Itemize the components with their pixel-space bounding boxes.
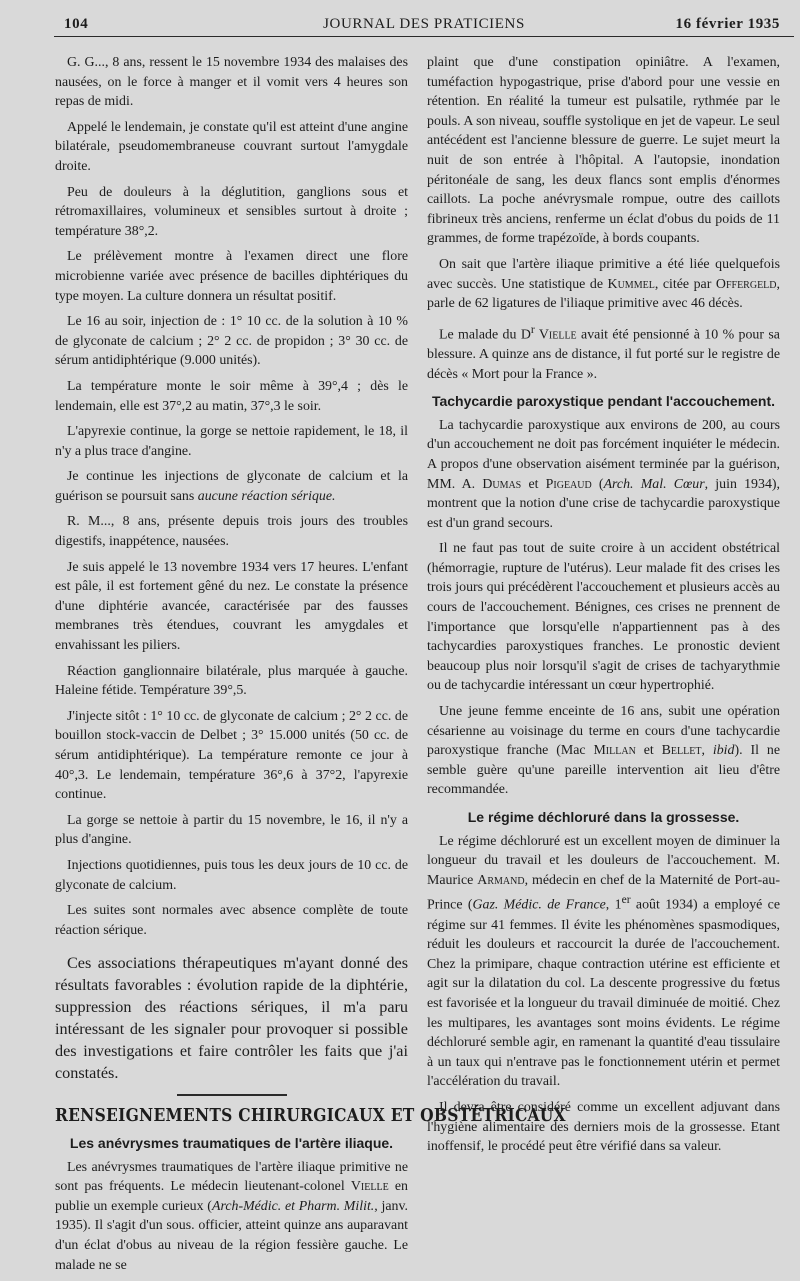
text-run: Le malade du D	[439, 327, 531, 343]
aneurysm-continued: plaint que d'une constipation opiniâtre. A l'examen, tuméfaction hypogastrique, prise d'abord pour une vessie en rétention. En réalité la tumeur est pulsatile, rythmée par le pouls. A son niveau, souffle systolique en jet de vapeur. Le seul antécédent est l'ancienne blessure de guerre. Le sujet meurt la nuit de son entrée à l'hôpital. A l'autopsie, inondation péritonéale de sang, les deux flancs sont emplis d'énormes caillots. La poche anévrysmale rompue, outre des caillots fibrineux très anciens, renferme un éclat d'obus du poids de 11 grammes, de forme trapézoïde, à bords coupants.	[427, 55, 780, 247]
ibid-reference: ibid	[712, 743, 735, 759]
author-name: Vielle	[534, 327, 577, 343]
superscript: er	[621, 893, 631, 907]
author-name: Millan	[593, 743, 636, 759]
text-run: , citée par	[654, 276, 716, 292]
diet-paragraph	[427, 832, 780, 1092]
case-one-paragraph: Appelé le lendemain, je constate qu'il est atteint d'une angine bilatérale, pseudomembraneuse couvrant surtout l'amygdale droite.	[55, 119, 408, 174]
no-serum-reaction: aucune réaction sérique.	[197, 488, 336, 504]
text-run: Le régime déchloruré est un excellent moyen de diminuer la longueur du travail et les douleurs de l'accouchement. M. Maurice	[427, 833, 780, 888]
case-one-paragraph: G. G..., 8 ans, ressent le 15 novembre 1934 des malaises des nausées, on le force à manger et il vomit vers 4 heures son repas de midi.	[55, 55, 408, 110]
case-two-paragraph: Réaction ganglionnaire bilatérale, plus marquée à gauche. Haleine fétide. Température 39°,5.	[55, 663, 408, 699]
text-run: La tachycardie paroxystique aux environs de 200, au cours d'un accouchement ne doit pas forcément inquiéter le médecin. A propos d'une observation aisément terminée par la guérison, MM. A.	[427, 417, 780, 492]
text-run: On sait que l'artère iliaque primitive a été liée quelquefois avec succès. Une statistique de	[427, 256, 780, 292]
case-one-paragraph: L'apyrexie continue, la gorge se nettoie rapidement, le 18, il n'y a plus trace d'angine.	[55, 424, 408, 459]
diet-article-title: Le régime déchloruré dans la grossesse.	[467, 809, 740, 825]
case-two-paragraph: J'injecte sitôt : 1° 10 cc. de glyconate de calcium ; 2° 2 cc. de bouillon stock-vaccin de Delbet ; 3° 15.000 unités (50 cc. de sérum antidiphtérique). La température remonte ce jour à 40°,3. Le lendemain, température 36°,6 à 37°2, l'apyrexie continue.	[55, 708, 408, 803]
author-name: Dumas	[482, 476, 522, 492]
text-run: Les anévrysmes traumatiques de l'artère iliaque primitive ne sont pas fréquents. Le médecin lieutenant-colonel	[55, 1159, 408, 1195]
issue-date: 16 février 1935	[675, 16, 780, 32]
case-one-paragraph: Le 16 au soir, injection de : 1° 10 cc. de la solution à 10 % de glyconate de calcium ; 2° 2 cc. de propidon ; 3° 30 cc. de sérum antidiphtérique (9.000 unités).	[55, 314, 408, 369]
case-one-conclusion	[55, 467, 408, 506]
case-one-paragraph: La température monte le soir même à 39°,4 ; dès le lendemain, elle est 37°,2 au matin, 37°,3 le soir.	[55, 378, 408, 414]
text-run: , médecin en chef de la Maternité de Port-au-Prince (	[427, 872, 780, 913]
author-name: Vielle	[350, 1179, 389, 1195]
section-separator	[177, 1094, 287, 1096]
journal-title: JOURNAL DES PRATICIENS	[323, 16, 525, 32]
text-run: (	[591, 476, 604, 492]
page-header	[54, 14, 794, 37]
text-run: , juin 1934), montrent que la notion d'une crise de tachycardie paroxystique est d'un grand secours.	[427, 476, 780, 531]
aneurysm-stats	[427, 255, 780, 314]
case-two-paragraph: Injections quotidiennes, puis tous les deux jours de 10 cc. de glyconate de calcium.	[55, 857, 408, 893]
case-two-paragraph: Je suis appelé le 13 novembre 1934 vers 17 heures. L'enfant est pâle, il est fortement gêné du nez. Le constate la présence d'une diphtérie avancée, caractérisée par des fausses membranes très étendues, couvrant les amygdales et envahissant les piliers.	[55, 559, 408, 654]
text-run: août 1934) a employé ce régime sur 41 femmes. Il évite les phénomènes spasmodiques, réduit les douleurs et raccourcit la durée de l'accouchement. Chez la primipare, chaque contraction utérine est efficiente et agit sur la dilatation du col. La descente progressive du fœtus est favorisée et la longueur du travail diminuée de moitié. Chez les multipares, les avantages sont moins évidents. Le régime déchloruré semble agir, en ramenant la quantité d'eau tissulaire à un taux qui n'entrave pas le fonctionnement utérin et permet l'accélération du travail.	[427, 898, 780, 1090]
author-name: Bellet	[661, 743, 702, 759]
case-one-conclusion-text: Je continue les injections de glyconate de calcium et la guérison se poursuit sans	[55, 469, 408, 504]
text-run: avait été pensionné à 10 % pour sa blessure. A quinze ans de distance, il fut porté sur le registre de décès « Mort pour la France ».	[427, 327, 780, 382]
text-run: et	[635, 743, 662, 759]
aneurysm-article-title: Les anévrysmes traumatiques de l'artère iliaque.	[69, 1134, 394, 1151]
text-run: en publie un exemple curieux (	[55, 1179, 408, 1214]
author-name: Offergeld	[715, 276, 777, 292]
journal-reference: Arch. Mal. Cœur	[603, 476, 705, 492]
right-column	[427, 53, 780, 1163]
text-run: , janv. 1935). Il s'agit d'un sous. officier, atteint quinze ans auparavant d'un éclat d'obus au niveau de la région fessière gauche. Le malade ne se	[55, 1198, 409, 1273]
journal-reference: Arch-Médic. et Pharm. Milit.	[211, 1198, 375, 1214]
text-run: , 1	[605, 898, 622, 913]
tachycardia-paragraph	[427, 702, 780, 800]
aneurysm-intro	[55, 1158, 408, 1276]
tachycardia-paragraph: Il ne faut pas tout de suite croire à un accident obstétrical (hémorragie, rupture de l'utérus). Leur malade fit des crises les trois jours qui précédèrent l'accouchement et plusieurs accès au cours de l'accouchement. Bénignes, ces crises ne prennent de l'importance que lorsqu'elle n'appartiennent pas à des tachycardies paroxystiques franches. Le pronostic devient beaucoup plus noir lorsqu'il s'agit de crises de tachyarythmie ou de tachycardie intéressant un cœur hypertrophié.	[427, 541, 780, 694]
superscript: r	[530, 322, 535, 336]
author-name: Armand	[477, 872, 525, 888]
article-conclusion: Ces associations thérapeutiques m'ayant donné des résultats favorables : évolution rapide de la diphtérie, suppression des réactions sériques, il m'a paru intéressant de les signaler pour provoquer si possible des investigations et faire contrôler les faits que j'ai constatés.	[55, 954, 408, 1083]
text-run: et	[521, 476, 546, 492]
journal-reference: Gaz. Médic. de France	[472, 898, 606, 913]
tachycardia-article-title: Tachycardie paroxystique pendant l'accouchement.	[431, 393, 776, 410]
page-number: 104	[64, 16, 89, 32]
case-one-paragraph: Peu de douleurs à la déglutition, ganglions sous et rétromaxillaires, volumineux et sensibles surtout à droite ; température 38°,2.	[55, 184, 408, 239]
case-one-paragraph: Le prélèvement montre à l'examen direct une flore microbienne variée avec présence de bacilles diphtériques du type moyen. La culture donnera un résultat positif.	[55, 249, 408, 304]
case-two-paragraph: R. M..., 8 ans, présente depuis trois jours des troubles digestifs, inappétence, nausées.	[55, 514, 408, 550]
case-two-paragraph: La gorge se nettoie à partir du 15 novembre, le 16, il n'y a plus d'angine.	[55, 812, 408, 848]
author-name: Kummel	[607, 276, 655, 292]
case-two-paragraph: Les suites sont normales avec absence complète de toute réaction sérique.	[55, 903, 408, 938]
diet-paragraph: Il devra être considéré comme un excellent adjuvant dans l'hygiène alimentaire des derniers mois de la grossesse. Etant inoffensif, le procédé peut être vérifié dans sa valeur.	[427, 1099, 780, 1155]
text-run: Une jeune femme enceinte de 16 ans, subit une opération césarienne au voisinage du terme en cours d'une tachycardie paroxystique franche (Mac	[427, 704, 780, 759]
text-run: , parle de 62 ligatures de l'iliaque primitive avec 46 décès.	[427, 276, 780, 312]
tachycardia-paragraph	[427, 416, 780, 534]
author-name: Pigeaud	[545, 476, 592, 492]
aneurysm-pension	[427, 320, 780, 384]
section-rubrique-title: RENSEIGNEMENTS CHIRURGICAUX ET OBSTÉTRICAUX	[55, 1105, 566, 1127]
text-run: ). Il ne semble guère qu'une pareille intervention ait lieu d'être recommandée.	[427, 743, 780, 798]
text-run: ,	[701, 743, 713, 759]
